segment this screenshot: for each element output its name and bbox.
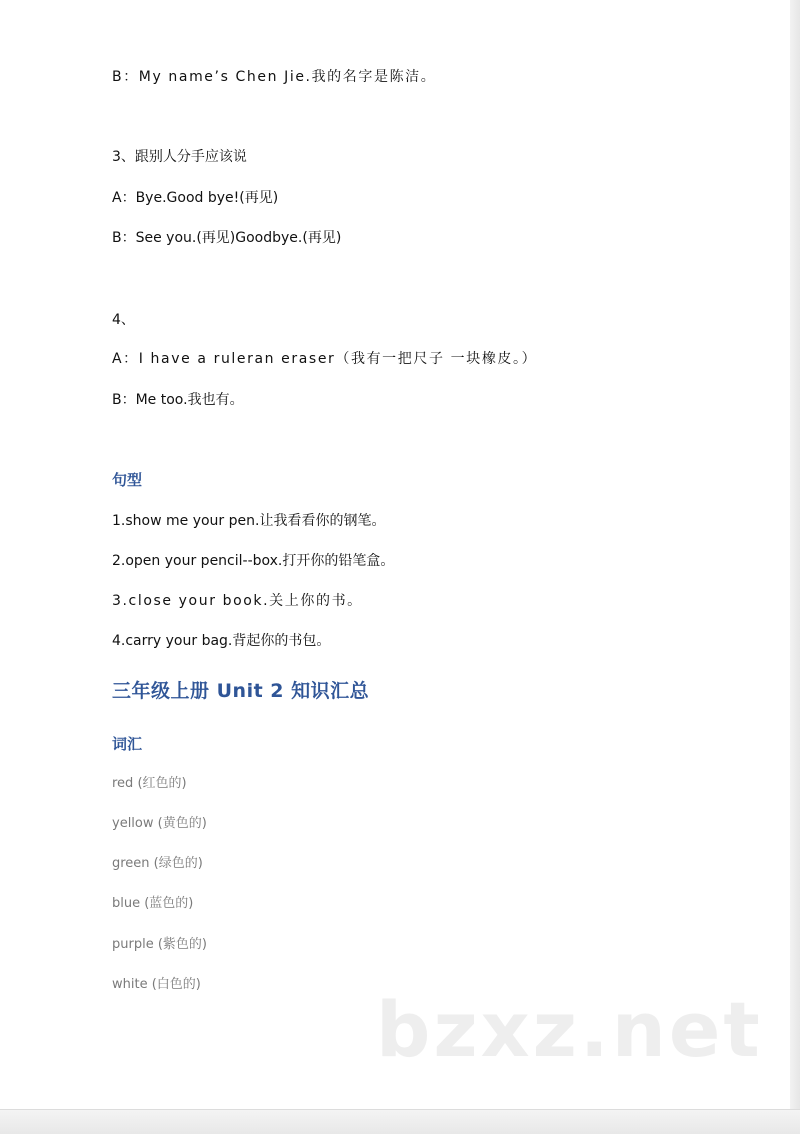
- sentence-pattern-item: 1.show me your pen.让我看看你的钢笔。: [112, 513, 386, 529]
- vocab-item: green (绿色的): [112, 856, 203, 871]
- item4-line-b: B：Me too.我也有。: [112, 392, 244, 408]
- item4-heading: 4、: [112, 312, 135, 328]
- sentence-pattern-item: 3.close your book.关上你的书。: [112, 593, 363, 609]
- item4-line-a: A：I have a ruleran eraser（我有一把尺子 一块橡皮。）: [112, 351, 538, 367]
- dialogue-b-name: B：My name’s Chen Jie.我的名字是陈洁。: [112, 69, 437, 85]
- sentence-patterns-heading: 句型: [112, 471, 143, 489]
- page-bottom-edge: [0, 1109, 800, 1134]
- vocab-item: white (白色的): [112, 977, 201, 992]
- item3-line-a: A：Bye.Good bye!(再见): [112, 190, 279, 206]
- unit2-title: 三年级上册 Unit 2 知识汇总: [112, 680, 370, 702]
- sentence-pattern-item: 2.open your pencil--box.打开你的铅笔盒。: [112, 553, 395, 569]
- vocabulary-heading: 词汇: [112, 735, 143, 753]
- item3-heading: 3、跟别人分手应该说: [112, 149, 247, 165]
- vocab-item: red (红色的): [112, 776, 187, 791]
- page-right-edge: [790, 0, 800, 1134]
- watermark: bzxz.net: [376, 985, 763, 1074]
- sentence-pattern-item: 4.carry your bag.背起你的书包。: [112, 633, 331, 649]
- vocab-item: yellow (黄色的): [112, 816, 207, 831]
- item3-line-b: B：See you.(再见)Goodbye.(再见): [112, 230, 342, 246]
- vocab-item: purple (紫色的): [112, 937, 207, 952]
- vocab-item: blue (蓝色的): [112, 896, 194, 911]
